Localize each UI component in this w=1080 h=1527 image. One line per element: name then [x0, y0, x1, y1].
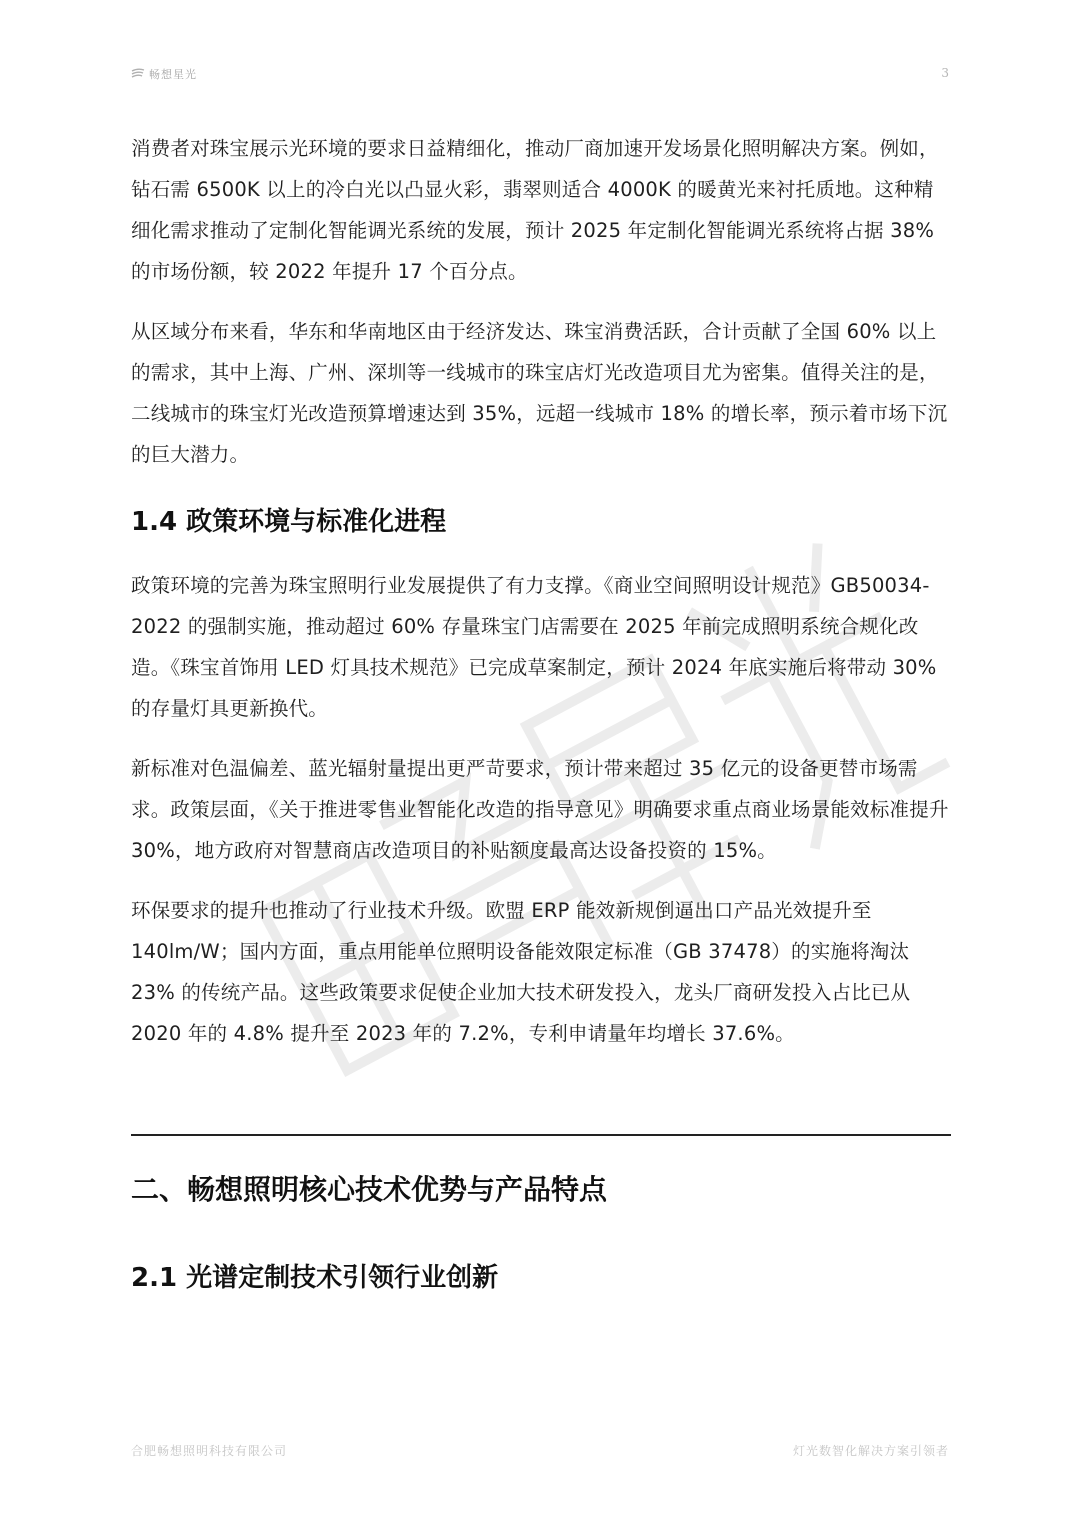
- chapter-divider: [131, 1134, 951, 1136]
- document-body: [131, 128, 951, 1073]
- paragraph-policy-environment: 政策环境的完善为珠宝照明行业发展提供了有力支撑。《商业空间照明设计规范》GB50034-2022 的强制实施，推动超过 60% 存量珠宝门店需要在 2025 年前完成照明系统合规化改造。《珠宝首饰用 LED 灯具技术规范》已完成草案制定，预计 2024 年底实施后将带动 30% 的存量灯具更新换代。: [131, 574, 937, 720]
- page-footer: [131, 1442, 949, 1466]
- page-number: 3: [941, 66, 949, 80]
- footer-slogan: 灯光数智化解决方案引领者: [792, 1444, 949, 1458]
- paragraph-regional-distribution: 从区域分布来看，华东和华南地区由于经济发达、珠宝消费活跃，合计贡献了全国 60% 以上的需求，其中上海、广州、深圳等一线城市的珠宝店灯光改造项目尤为密集。值得关注的是，二线城市的珠宝灯光改造预算增速达到 35%，远超一线城市 18% 的增长率，预示着市场下沉的巨大潜力。: [131, 320, 948, 466]
- paragraph-lighting-demand: 消费者对珠宝展示光环境的要求日益精细化，推动厂商加速开发场景化照明解决方案。例如，钻石需 6500K 以上的冷白光以凸显火彩，翡翠则适合 4000K 的暖黄光来衬托质地。这种精细化需求推动了定制化智能调光系统的发展，预计 2025 年定制化智能调光系统将占据 38% 的市场份额，较 2022 年提升 17 个百分点。: [131, 137, 939, 283]
- paragraph-new-standards: 新标准对色温偏差、蓝光辐射量提出更严苛要求，预计带来超过 35 亿元的设备更替市场需求。政策层面，《关于推进零售业智能化改造的指导意见》明确要求重点商业场景能效标准提升 30%，地方政府对智慧商店改造项目的补贴额度最高达设备投资的 15%。: [131, 757, 949, 862]
- footer-company: 合肥畅想照明科技有限公司: [131, 1444, 288, 1458]
- section-heading-1-4: 1.4 政策环境与标准化进程: [131, 507, 447, 537]
- paragraph-environmental-requirements: 环保要求的提升也推动了行业技术升级。欧盟 ERP 能效新规倒逼出口产品光效提升至 140lm/W；国内方面，重点用能单位照明设备能效限定标准（GB 37478）的实施将淘汰 23% 的传统产品。这些政策要求促使企业加大技术研发投入，龙头厂商研发投入占比已从 2020 年的 4.8% 提升至 2023 年的 7.2%，专利申请量年均增长 37.6%。: [131, 899, 911, 1045]
- chapter-heading-2: 二、畅想照明核心技术优势与产品特点: [131, 1173, 608, 1206]
- logo-swoosh-icon: [131, 68, 145, 80]
- logo-text: 畅想星光: [149, 68, 197, 81]
- section-heading-2-1: 2.1 光谱定制技术引领行业创新: [131, 1263, 499, 1293]
- company-logo: [131, 66, 197, 82]
- page-header: [131, 60, 949, 92]
